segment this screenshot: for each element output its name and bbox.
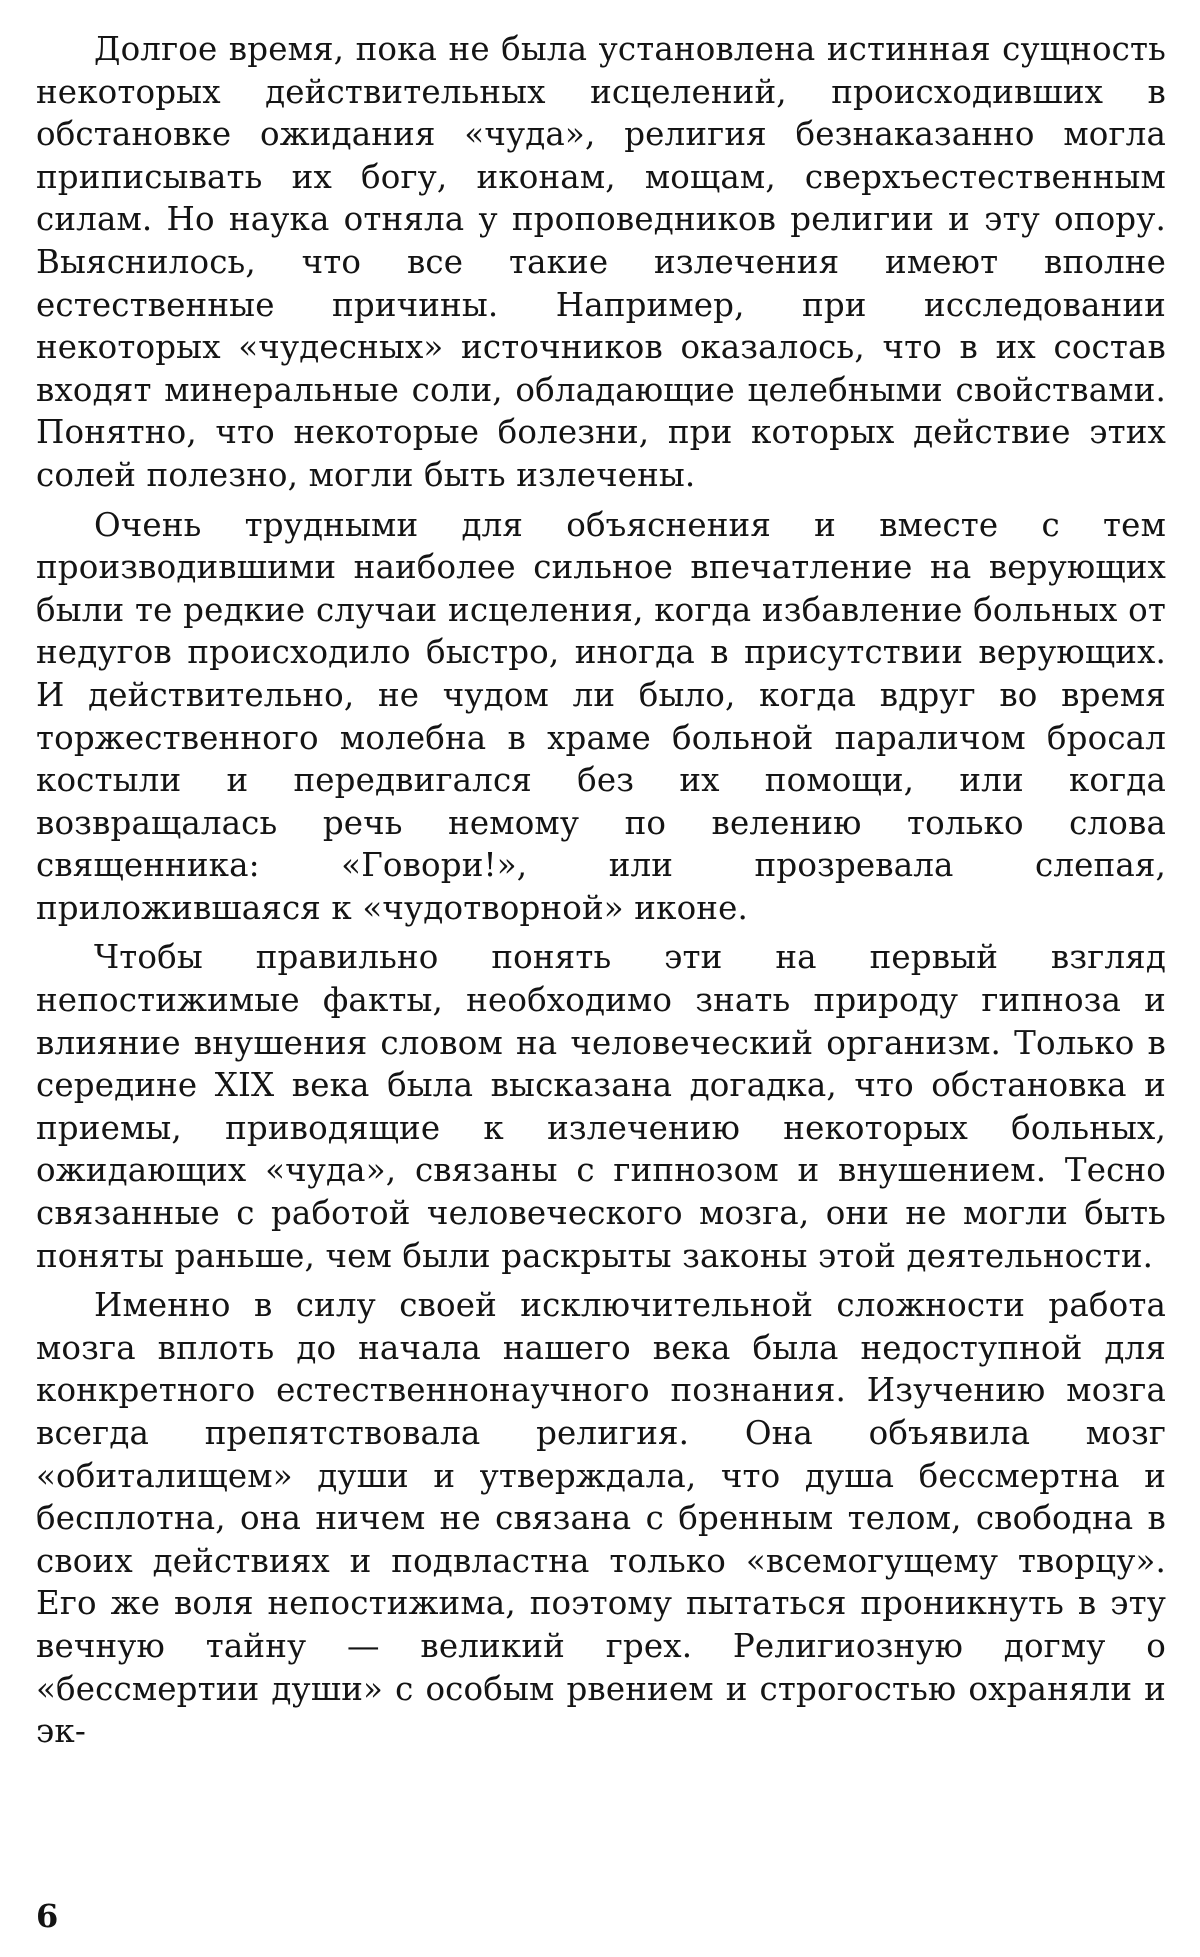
- page-body: [36, 28, 1166, 1908]
- page-number: 6: [36, 1897, 59, 1935]
- paragraph-3: Чтобы правильно понять эти на первый взгляд непостижимые факты, необходимо знать природу гипноза и влияние внушения словом на человеческий организм. Только в середине XIX века была высказана догадка, что обстановка и приемы, приводящие к излечению некоторых больных, ожидающих «чуда», связаны с гипнозом и внушением. Тесно связанные с работой человеческого мозга, они не могли быть поняты раньше, чем были раскрыты законы этой деятельности.: [36, 938, 1166, 1275]
- paragraph-1: Долгое время, пока не была установлена истинная сущность некоторых действительных исцелений, происходивших в обстановке ожидания «чуда», религия безнаказанно могла приписывать их богу, иконам, мощам, сверхъестественным силам. Но наука отняла у проповедников религии и эту опору. Выяснилось, что все такие излечения имеют вполне естественные причины. Например, при исследовании некоторых «чудесных» источников оказалось, что в их состав входят минеральные соли, обладающие целебными свойствами. Понятно, что некоторые болезни, при которых действие этих солей полезно, могли быть излечены.: [36, 30, 1166, 494]
- paragraph-2: Очень трудными для объяснения и вместе с тем производившими наиболее сильное впечатление на верующих были те редкие случаи исцеления, когда избавление больных от недугов происходило быстро, иногда в присутствии верующих. И действительно, не чудом ли было, когда вдруг во время торжественного молебна в храме больной параличом бросал костыли и передвигался без их помощи, или когда возвращалась речь немому по велению только слова священника: «Говори!», или прозревала слепая, приложившаяся к «чудотворной» иконе.: [36, 505, 1166, 927]
- paragraph-4: Именно в силу своей исключительной сложности работа мозга вплоть до начала нашего века была недоступной для конкретного естественнонаучного познания. Изучению мозга всегда препятствовала религия. Она объявила мозг «обиталищем» души и утверждала, что душа бессмертна и бесплотна, она ничем не связана с бренным телом, свободна в своих действиях и подвластна только «всемогущему творцу». Его же воля непостижима, поэтому пытаться проникнуть в эту вечную тайну — великий грех. Религиозную догму о «бессмертии души» с особым рвением и строгостью охраняли и эк-: [36, 1286, 1166, 1751]
